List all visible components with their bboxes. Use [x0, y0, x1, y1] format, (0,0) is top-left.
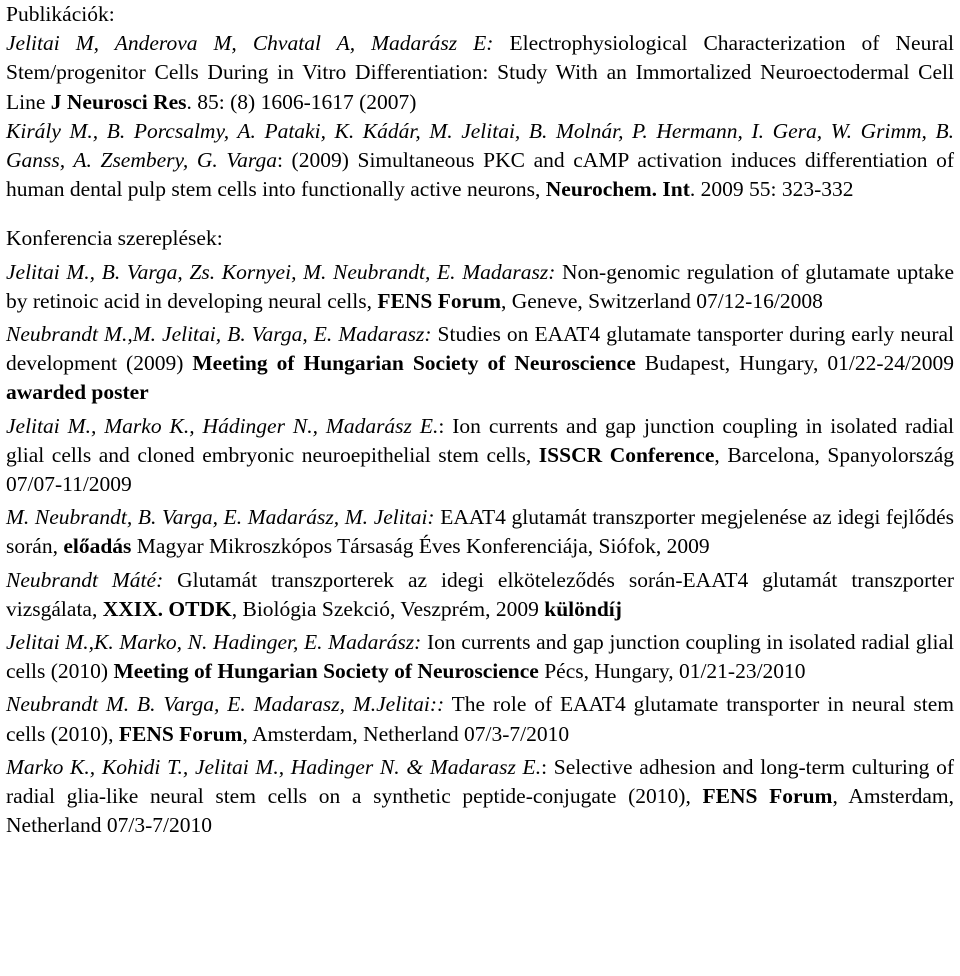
conference-location: , Biológia Szekció, Veszprém, 2009 — [231, 596, 545, 621]
conference-authors: Neubrandt M. B. Varga, E. Madarasz, M.Jelitai:: — [6, 692, 445, 717]
conference-entry — [6, 566, 954, 624]
conference-location: , Amsterdam, Netherland 07/3-7/2010 — [242, 721, 570, 746]
conference-authors: M. Neubrandt, B. Varga, E. Madarász, M. Jelitai: — [6, 505, 435, 530]
conference-location: , Amsterdam, Netherland 07/3-7/2010 — [6, 784, 955, 838]
publication-title: : (2009) Simultaneous PKC and cAMP activation induces differentiation of human dental pulp stem cells into functionally active neurons, — [6, 148, 954, 202]
publication-citation: . 2009 55: 323-332 — [689, 177, 854, 202]
conference-entry — [6, 628, 954, 686]
conference-title: Ion currents and gap junction coupling in isolated radial glial cells (2010) — [6, 630, 954, 684]
conference-authors: Jelitai M., B. Varga, Zs. Kornyei, M. Neubrandt, E. Madarasz: — [6, 259, 556, 284]
conference-location: , Geneve, Switzerland 07/12-16/2008 — [500, 288, 823, 313]
conference-authors: Neubrandt M.,M. Jelitai, B. Varga, E. Madarasz: — [6, 322, 432, 347]
conference-entry — [6, 412, 954, 500]
conference-event: előadás — [63, 534, 132, 559]
conference-entry — [6, 320, 954, 408]
conference-location: Budapest, Hungary, 01/22-24/2009 — [635, 351, 954, 376]
conference-entry — [6, 690, 954, 748]
conference-authors: Marko K., Kohidi T., Jelitai M., Hadinger N. & Madarasz E. — [6, 754, 542, 779]
conferences-heading: Konferencia szereplések: — [6, 226, 223, 251]
conference-event: Meeting of Hungarian Society of Neuroscience — [192, 351, 636, 376]
publication-journal: Neurochem. Int — [545, 177, 690, 202]
conference-title: Studies on EAAT4 glutamate tansporter during early neural development (2009) — [6, 322, 955, 376]
conference-event: FENS Forum — [118, 721, 243, 746]
publication-journal: J Neurosci Res — [50, 89, 187, 114]
conference-event: XXIX. OTDK — [102, 596, 232, 621]
conference-authors: Jelitai M., Marko K., Hádinger N., Madarász E. — [6, 413, 439, 438]
conference-entry — [6, 503, 954, 561]
conference-authors: Jelitai M.,K. Marko, N. Hadinger, E. Madarász: — [6, 630, 422, 655]
conference-event: Meeting of Hungarian Society of Neuroscience — [113, 659, 539, 684]
conference-event: ISSCR Conference — [538, 442, 715, 467]
conference-title: EAAT4 glutamát transzporter megjelenése az idegi fejlődés során, — [6, 505, 954, 559]
conference-location: , Barcelona, Spanyolország 07/07-11/2009 — [6, 442, 955, 497]
conference-authors: Neubrandt Máté: — [6, 567, 164, 592]
conference-award: különdíj — [544, 596, 622, 621]
conference-entry — [6, 258, 954, 316]
conference-award: awarded poster — [6, 380, 149, 405]
conference-title: : Ion currents and gap junction coupling in isolated radial glial cells and cloned embryonic neuroepithelial stem cells, — [6, 413, 954, 467]
publication-entry — [6, 117, 954, 205]
publication-authors: Jelitai M, Anderova M, Chvatal A, Madarász E: — [6, 31, 494, 56]
conference-event: FENS Forum — [702, 784, 833, 809]
conference-entry — [6, 753, 954, 841]
conference-title: The role of EAAT4 glutamate transporter in neural stem cells (2010), — [6, 692, 954, 746]
publication-authors: Király M., B. Porcsalmy, A. Pataki, K. Kádár, M. Jelitai, B. Molnár, P. Hermann, I. Gera, W. Grimm, B. Ganss, A. Zsembery, G. Varga — [6, 118, 954, 173]
publications-heading: Publikációk: — [6, 2, 115, 26]
conference-title: : Selective adhesion and long-term culturing of radial glia-like neural stem cells on a synthetic peptide-conjugate (2010), — [6, 754, 954, 809]
conference-location: Magyar Mikroszkópos Társaság Éves Konferenciája, Siófok, 2009 — [131, 534, 710, 559]
conference-event: FENS Forum — [377, 288, 501, 313]
conference-title: Non-genomic regulation of glutamate uptake by retinoic acid in developing neural cells, — [6, 259, 954, 313]
publication-citation: . 85: (8) 1606-1617 (2007) — [186, 89, 417, 114]
conference-title: Glutamát transzporterek az idegi elköteleződés során-EAAT4 glutamát transzporter vizsgálata, — [6, 567, 954, 621]
publication-title: Electrophysiological Characterization of Neural Stem/progenitor Cells During in Vitro Differentiation: Study With an Immortalized Neuroectodermal Cell Line — [6, 31, 955, 114]
conference-location: Pécs, Hungary, 01/21-23/2010 — [538, 659, 806, 684]
publication-entry — [6, 29, 954, 117]
